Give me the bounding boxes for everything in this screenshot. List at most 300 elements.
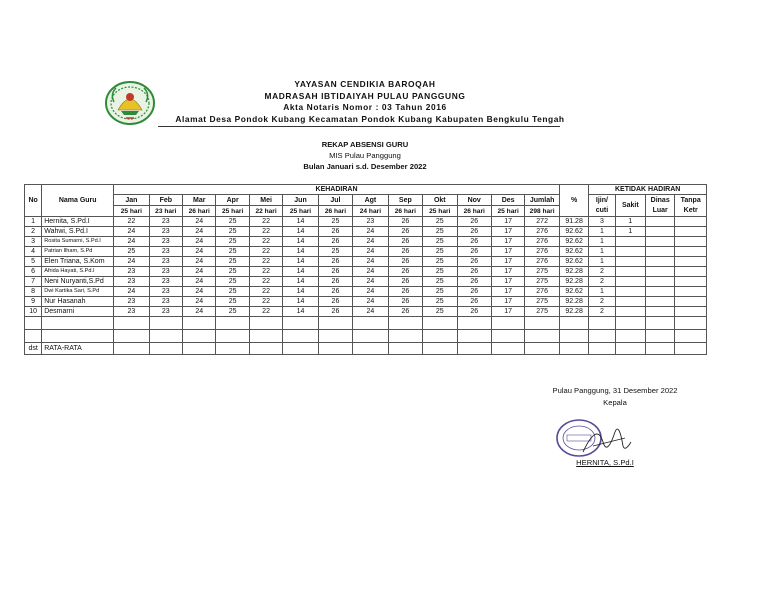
empty-cell — [388, 330, 422, 343]
attendance-value: 23 — [149, 307, 182, 317]
attendance-value: 24 — [183, 267, 216, 277]
attendance-value: 26 — [388, 267, 422, 277]
row-number: 3 — [25, 237, 42, 247]
empty-cell — [615, 330, 645, 343]
attendance-value: 23 — [149, 227, 182, 237]
attendance-value: 275 — [525, 267, 560, 277]
header-absent-group: KETIDAK HADIRAN — [589, 185, 707, 195]
attendance-value: 24 — [114, 237, 149, 247]
attendance-percent: 92.62 — [559, 227, 588, 237]
empty-cell — [491, 330, 524, 343]
attendance-value: 25 — [216, 217, 249, 227]
absent-sick — [615, 277, 645, 287]
attendance-value: 26 — [388, 307, 422, 317]
header-month-days: 25 hari — [216, 206, 249, 217]
empty-cell — [423, 343, 457, 355]
report-school: MIS Pulau Panggung — [329, 151, 401, 160]
empty-cell — [615, 317, 645, 330]
attendance-value: 23 — [149, 277, 182, 287]
empty-cell — [114, 317, 149, 330]
absent-leave: 1 — [589, 287, 615, 297]
header-month-days: 22 hari — [249, 206, 282, 217]
attendance-value: 26 — [457, 247, 491, 257]
teacher-name: Wahwi, S.Pd.I — [42, 227, 114, 237]
footer-no: dst — [25, 343, 42, 355]
empty-cell — [646, 330, 675, 343]
header-absent-col: Tanpa Ketr — [675, 195, 707, 217]
attendance-value: 24 — [183, 247, 216, 257]
attendance-value: 24 — [353, 267, 388, 277]
empty-cell — [318, 343, 352, 355]
attendance-value: 26 — [457, 277, 491, 287]
attendance-value: 22 — [249, 307, 282, 317]
empty-cell — [675, 343, 707, 355]
attendance-value: 17 — [491, 217, 524, 227]
absent-leave: 2 — [589, 277, 615, 287]
attendance-value: 17 — [491, 227, 524, 237]
attendance-value: 25 — [114, 247, 149, 257]
header-month: Okt — [423, 195, 457, 206]
attendance-value: 26 — [457, 257, 491, 267]
empty-cell — [589, 317, 615, 330]
attendance-value: 275 — [525, 277, 560, 287]
absent-duty — [646, 217, 675, 227]
attendance-value: 24 — [353, 307, 388, 317]
row-number: 4 — [25, 247, 42, 257]
teacher-name: Afrida Hayati, S.Pd.I — [42, 267, 114, 277]
attendance-value: 25 — [216, 267, 249, 277]
table-row — [25, 227, 707, 237]
attendance-value: 25 — [423, 287, 457, 297]
empty-cell — [388, 317, 422, 330]
empty-cell — [525, 343, 560, 355]
attendance-value: 26 — [318, 307, 352, 317]
empty-cell — [216, 317, 249, 330]
header-absent-col: Dinas Luar — [646, 195, 675, 217]
empty-cell — [249, 343, 282, 355]
empty-cell — [216, 343, 249, 355]
attendance-value: 26 — [388, 287, 422, 297]
attendance-value: 24 — [353, 227, 388, 237]
attendance-value: 23 — [114, 277, 149, 287]
attendance-value: 24 — [353, 257, 388, 267]
attendance-value: 26 — [318, 287, 352, 297]
attendance-value: 25 — [216, 277, 249, 287]
empty-cell — [183, 317, 216, 330]
absent-duty — [646, 237, 675, 247]
empty-cell — [114, 343, 149, 355]
attendance-value: 26 — [388, 257, 422, 267]
attendance-value: 26 — [457, 217, 491, 227]
attendance-value: 14 — [283, 217, 318, 227]
row-number: 8 — [25, 287, 42, 297]
header-month-days: 26 hari — [318, 206, 352, 217]
empty-cell — [423, 330, 457, 343]
empty-cell — [525, 330, 560, 343]
attendance-value: 25 — [423, 227, 457, 237]
signature-place-date: Pulau Panggung, 31 Desember 2022 — [552, 386, 678, 395]
empty-cell — [559, 343, 588, 355]
attendance-value: 24 — [183, 297, 216, 307]
attendance-value: 25 — [423, 277, 457, 287]
absent-unexcused — [675, 267, 707, 277]
attendance-value: 17 — [491, 267, 524, 277]
attendance-value: 25 — [216, 307, 249, 317]
attendance-value: 14 — [283, 257, 318, 267]
empty-cell — [457, 317, 491, 330]
attendance-value: 24 — [353, 287, 388, 297]
attendance-value: 24 — [114, 287, 149, 297]
attendance-value: 25 — [318, 247, 352, 257]
attendance-percent: 92.62 — [559, 287, 588, 297]
header-month: Jul — [318, 195, 352, 206]
attendance-table — [24, 184, 707, 355]
empty-cell — [283, 317, 318, 330]
attendance-percent: 92.28 — [559, 297, 588, 307]
attendance-value: 25 — [216, 297, 249, 307]
attendance-value: 25 — [423, 307, 457, 317]
attendance-value: 26 — [457, 267, 491, 277]
empty-cell — [249, 317, 282, 330]
absent-sick — [615, 257, 645, 267]
notary-deed: Akta Notaris Nomor : 03 Tahun 2016 — [283, 102, 447, 112]
absent-unexcused — [675, 227, 707, 237]
attendance-value: 26 — [457, 297, 491, 307]
header-present-group: KEHADIRAN — [114, 185, 560, 195]
header-month: Mar — [183, 195, 216, 206]
attendance-value: 26 — [388, 247, 422, 257]
absent-unexcused — [675, 247, 707, 257]
table-row — [25, 297, 707, 307]
attendance-value: 276 — [525, 227, 560, 237]
teacher-name: Elen Triana, S.Kom — [42, 257, 114, 267]
empty-cell — [249, 330, 282, 343]
header-month: Agt — [353, 195, 388, 206]
absent-leave: 2 — [589, 267, 615, 277]
attendance-value: 17 — [491, 257, 524, 267]
row-number: 10 — [25, 307, 42, 317]
report-title: REKAP ABSENSI GURU — [321, 140, 409, 149]
empty-cell — [149, 343, 182, 355]
absent-leave: 1 — [589, 247, 615, 257]
attendance-value: 24 — [183, 217, 216, 227]
empty-cell — [25, 330, 42, 343]
attendance-value: 25 — [216, 227, 249, 237]
attendance-value: 26 — [318, 297, 352, 307]
attendance-value: 14 — [283, 287, 318, 297]
attendance-value: 26 — [388, 237, 422, 247]
attendance-value: 22 — [249, 217, 282, 227]
attendance-percent: 91.28 — [559, 217, 588, 227]
attendance-percent: 92.28 — [559, 307, 588, 317]
absent-unexcused — [675, 237, 707, 247]
absent-duty — [646, 257, 675, 267]
teacher-name: Desmarni — [42, 307, 114, 317]
attendance-value: 17 — [491, 247, 524, 257]
header-month: Nov — [457, 195, 491, 206]
attendance-value: 22 — [249, 257, 282, 267]
header-row-groups — [25, 185, 707, 195]
attendance-value: 17 — [491, 237, 524, 247]
empty-cell — [283, 330, 318, 343]
teacher-name: Patrian Ilham, S.Pd — [42, 247, 114, 257]
table-row — [25, 237, 707, 247]
attendance-value: 23 — [149, 267, 182, 277]
absent-unexcused — [675, 287, 707, 297]
attendance-value: 14 — [283, 297, 318, 307]
header-absent-col: Ijin/ cuti — [589, 195, 615, 217]
attendance-value: 22 — [249, 277, 282, 287]
table-row — [25, 277, 707, 287]
attendance-value: 275 — [525, 307, 560, 317]
absent-leave: 3 — [589, 217, 615, 227]
attendance-value: 23 — [149, 217, 182, 227]
empty-cell — [457, 343, 491, 355]
empty-cell — [646, 317, 675, 330]
attendance-value: 23 — [114, 297, 149, 307]
attendance-value: 24 — [183, 237, 216, 247]
absent-sick — [615, 267, 645, 277]
row-number: 2 — [25, 227, 42, 237]
header-month-days: 26 hari — [388, 206, 422, 217]
attendance-value: 24 — [183, 307, 216, 317]
attendance-value: 22 — [249, 237, 282, 247]
empty-row — [25, 330, 707, 343]
attendance-value: 25 — [216, 247, 249, 257]
absent-leave: 2 — [589, 297, 615, 307]
attendance-value: 26 — [318, 267, 352, 277]
attendance-value: 24 — [114, 257, 149, 267]
row-number: 7 — [25, 277, 42, 287]
attendance-value: 14 — [283, 237, 318, 247]
header-month-days: 26 hari — [183, 206, 216, 217]
school-logo-icon — [104, 80, 156, 126]
absent-leave: 1 — [589, 227, 615, 237]
attendance-value: 24 — [183, 277, 216, 287]
attendance-value: 272 — [525, 217, 560, 227]
empty-cell — [559, 317, 588, 330]
header-month: Apr — [216, 195, 249, 206]
attendance-percent: 92.62 — [559, 247, 588, 257]
attendance-value: 17 — [491, 307, 524, 317]
empty-cell — [353, 343, 388, 355]
teacher-name: Rosita Sumarni, S.Pd.I — [42, 237, 114, 247]
attendance-value: 22 — [249, 267, 282, 277]
attendance-value: 24 — [353, 247, 388, 257]
absent-duty — [646, 267, 675, 277]
attendance-value: 25 — [423, 267, 457, 277]
empty-cell — [646, 343, 675, 355]
absent-duty — [646, 297, 675, 307]
table-row — [25, 257, 707, 267]
row-number: 6 — [25, 267, 42, 277]
empty-cell — [457, 330, 491, 343]
header-percent: % — [559, 185, 588, 217]
attendance-value: 23 — [114, 267, 149, 277]
header-month-days: 25 hari — [491, 206, 524, 217]
foundation-name: YAYASAN CENDIKIA BAROQAH — [294, 79, 436, 89]
attendance-value: 276 — [525, 287, 560, 297]
empty-cell — [423, 317, 457, 330]
empty-row — [25, 317, 707, 330]
attendance-value: 26 — [318, 257, 352, 267]
empty-cell — [183, 330, 216, 343]
attendance-value: 23 — [149, 287, 182, 297]
attendance-value: 22 — [249, 287, 282, 297]
absent-unexcused — [675, 257, 707, 267]
school-address: Alamat Desa Pondok Kubang Kecamatan Pondok Kubang Kabupaten Bengkulu Tengah — [175, 114, 565, 124]
empty-cell — [388, 343, 422, 355]
empty-cell — [675, 330, 707, 343]
attendance-value: 26 — [388, 227, 422, 237]
absent-duty — [646, 227, 675, 237]
official-stamp-icon — [553, 412, 633, 464]
table-row — [25, 287, 707, 297]
empty-cell — [149, 330, 182, 343]
header-month: Feb — [149, 195, 182, 206]
header-month: Mei — [249, 195, 282, 206]
header-month-days: 24 hari — [353, 206, 388, 217]
empty-cell — [491, 317, 524, 330]
attendance-value: 14 — [283, 267, 318, 277]
attendance-value: 276 — [525, 237, 560, 247]
absent-leave: 1 — [589, 237, 615, 247]
signature-role: Kepala — [603, 398, 627, 407]
absent-duty — [646, 277, 675, 287]
attendance-value: 276 — [525, 247, 560, 257]
attendance-value: 22 — [249, 297, 282, 307]
absent-sick: 1 — [615, 217, 645, 227]
empty-cell — [589, 343, 615, 355]
attendance-value: 14 — [283, 247, 318, 257]
attendance-value: 24 — [183, 287, 216, 297]
header-month: Jumlah — [525, 195, 560, 206]
attendance-value: 24 — [353, 297, 388, 307]
attendance-value: 25 — [423, 237, 457, 247]
teacher-name: Hernita, S.Pd.I — [42, 217, 114, 227]
attendance-value: 17 — [491, 297, 524, 307]
attendance-value: 23 — [149, 297, 182, 307]
header-month-days: 25 hari — [114, 206, 149, 217]
attendance-value: 22 — [249, 247, 282, 257]
empty-cell — [318, 330, 352, 343]
attendance-percent: 92.62 — [559, 257, 588, 267]
header-month: Jan — [114, 195, 149, 206]
teacher-name: Nur Hasanah — [42, 297, 114, 307]
empty-cell — [42, 317, 114, 330]
attendance-value: 26 — [457, 307, 491, 317]
attendance-value: 26 — [457, 227, 491, 237]
table-row — [25, 217, 707, 227]
absent-duty — [646, 307, 675, 317]
attendance-value: 23 — [353, 217, 388, 227]
absent-duty — [646, 247, 675, 257]
absent-sick — [615, 307, 645, 317]
attendance-value: 17 — [491, 287, 524, 297]
signature-name: HERNITA, S.Pd.I — [576, 458, 634, 467]
empty-cell — [353, 330, 388, 343]
empty-cell — [353, 317, 388, 330]
table-row — [25, 307, 707, 317]
attendance-value: 275 — [525, 297, 560, 307]
absent-leave: 2 — [589, 307, 615, 317]
empty-cell — [675, 317, 707, 330]
header-no: No — [25, 185, 42, 217]
empty-cell — [149, 317, 182, 330]
header-month: Des — [491, 195, 524, 206]
row-number: 5 — [25, 257, 42, 267]
attendance-value: 23 — [149, 247, 182, 257]
table-row — [25, 247, 707, 257]
absent-unexcused — [675, 307, 707, 317]
empty-cell — [42, 330, 114, 343]
empty-cell — [216, 330, 249, 343]
header-month-days: 298 hari — [525, 206, 560, 217]
header-month: Sep — [388, 195, 422, 206]
absent-sick — [615, 287, 645, 297]
attendance-value: 23 — [114, 307, 149, 317]
header-absent-col: Sakit — [615, 195, 645, 217]
teacher-name: Neni Nuryanti,S.Pd — [42, 277, 114, 287]
absent-unexcused — [675, 297, 707, 307]
header-divider — [158, 126, 560, 127]
empty-cell — [615, 343, 645, 355]
attendance-value: 26 — [388, 297, 422, 307]
header-row-months — [25, 195, 707, 206]
attendance-value: 276 — [525, 257, 560, 267]
attendance-value: 23 — [149, 257, 182, 267]
attendance-value: 22 — [114, 217, 149, 227]
empty-cell — [559, 330, 588, 343]
attendance-value: 25 — [423, 217, 457, 227]
attendance-value: 26 — [457, 287, 491, 297]
attendance-value: 25 — [216, 287, 249, 297]
footer-label: RATA-RATA — [42, 343, 114, 355]
attendance-value: 26 — [457, 237, 491, 247]
attendance-percent: 92.62 — [559, 237, 588, 247]
empty-cell — [491, 343, 524, 355]
empty-cell — [525, 317, 560, 330]
teacher-name: Dwi Kartika Sari, S.Pd — [42, 287, 114, 297]
empty-cell — [183, 343, 216, 355]
attendance-percent: 92.28 — [559, 277, 588, 287]
attendance-value: 26 — [388, 277, 422, 287]
report-period: Bulan Januari s.d. Desember 2022 — [303, 162, 427, 171]
attendance-percent: 92.28 — [559, 267, 588, 277]
average-row — [25, 343, 707, 355]
header-month-days: 25 hari — [423, 206, 457, 217]
absent-unexcused — [675, 277, 707, 287]
empty-cell — [114, 330, 149, 343]
attendance-value: 24 — [183, 257, 216, 267]
attendance-value: 26 — [318, 277, 352, 287]
attendance-value: 14 — [283, 277, 318, 287]
absent-sick — [615, 237, 645, 247]
attendance-value: 26 — [388, 217, 422, 227]
attendance-value: 17 — [491, 277, 524, 287]
header-month-days: 23 hari — [149, 206, 182, 217]
absent-sick — [615, 247, 645, 257]
attendance-value: 24 — [353, 237, 388, 247]
attendance-value: 25 — [216, 257, 249, 267]
attendance-value: 25 — [216, 237, 249, 247]
attendance-value: 24 — [114, 227, 149, 237]
attendance-value: 24 — [183, 227, 216, 237]
absent-sick: 1 — [615, 227, 645, 237]
attendance-value: 26 — [318, 237, 352, 247]
attendance-value: 25 — [423, 257, 457, 267]
attendance-value: 22 — [249, 227, 282, 237]
